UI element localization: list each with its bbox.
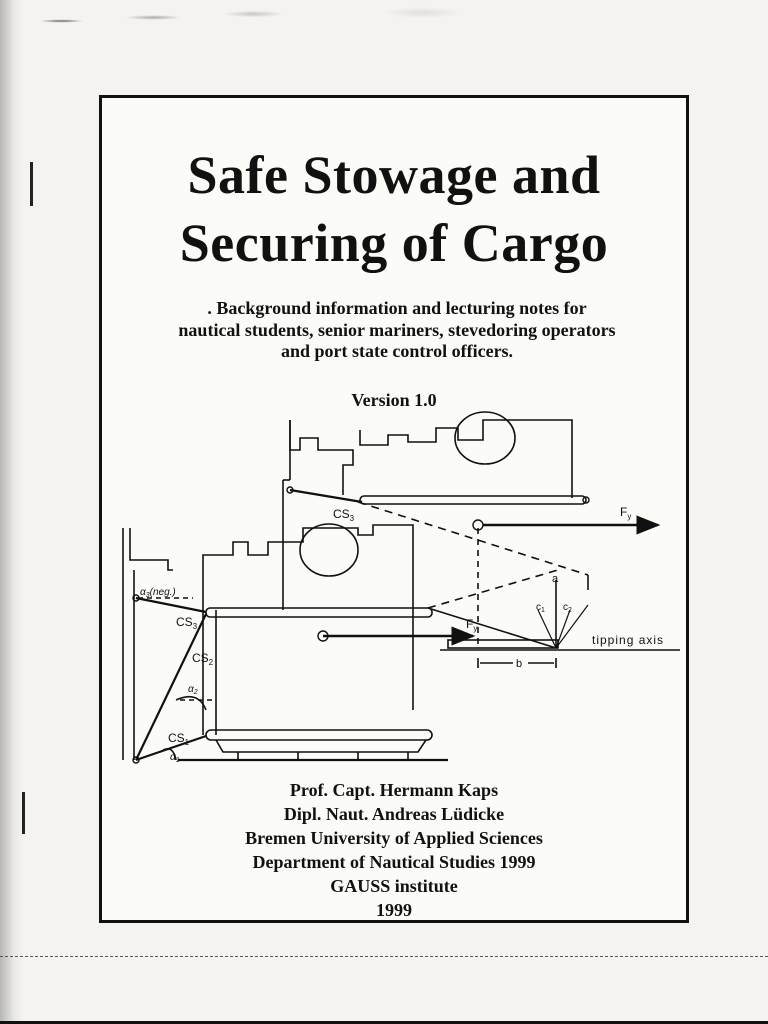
label-c2: $c_2$ (563, 602, 572, 614)
credit-institution: Bremen University of Applied Sciences (245, 828, 543, 848)
front-lashing-bar-lower (206, 730, 432, 740)
front-lashing-bar-upper (206, 608, 432, 617)
lashing-cs3-top (290, 490, 362, 502)
rear-lashing-bar (360, 496, 586, 504)
scan-artifact-top (0, 0, 768, 70)
subtitle-line-1: . Background information and lecturing notes for (207, 298, 587, 318)
margin-mark (30, 162, 33, 206)
subtitle-line-3: and port state control officers. (280, 341, 514, 362)
rear-cargo-outline (290, 420, 353, 495)
scan-artifact-left (0, 0, 24, 1024)
subtitle-line-2: nautical students, senior mariners, stevedoring operators (178, 319, 616, 340)
subtitle (122, 298, 672, 363)
label-tipping-axis: tipping axis (592, 633, 665, 647)
credits-block (102, 778, 686, 922)
label-cs3-left: $CS_3$ (176, 615, 198, 631)
label-alpha2: $\alpha_2$ (188, 684, 198, 696)
label-b: b (516, 658, 523, 670)
cargo-securing-diagram (118, 410, 688, 770)
credit-author-2: Dipl. Naut. Andreas Lüdicke (283, 804, 505, 824)
label-alpha3-neg: $\alpha_3(neg.)$ (140, 587, 176, 599)
label-fy-top: $F_y$ (620, 505, 632, 521)
label-cs1: $CS_1$ (168, 731, 190, 747)
force-dashline (358, 502, 588, 575)
front-cargo-dome (300, 524, 358, 576)
scan-dashed-line (0, 956, 768, 957)
credit-year: 1999 (376, 900, 412, 920)
label-fy-mid: $F_y$ (466, 617, 478, 633)
bulkhead (123, 528, 173, 760)
credit-author-1: Prof. Capt. Hermann Kaps (289, 780, 499, 800)
label-c1: $c_1$ (536, 602, 545, 614)
credit-institute: GAUSS institute (330, 876, 458, 896)
credit-department: Department of Nautical Studies 1999 (252, 852, 536, 872)
label-cs2: $CS_2$ (192, 651, 214, 667)
label-cs3-top: $CS_3$ (333, 507, 355, 523)
title-line-1: Safe Stowage and (187, 145, 601, 205)
margin-mark (22, 792, 25, 834)
label-a: a (552, 573, 559, 585)
version-label: Version 1.0 (351, 390, 437, 410)
title-line-2: Securing of Cargo (179, 213, 609, 273)
lashing-cs3-left (136, 598, 206, 612)
label-alpha1: $\alpha_1$ (170, 752, 180, 764)
